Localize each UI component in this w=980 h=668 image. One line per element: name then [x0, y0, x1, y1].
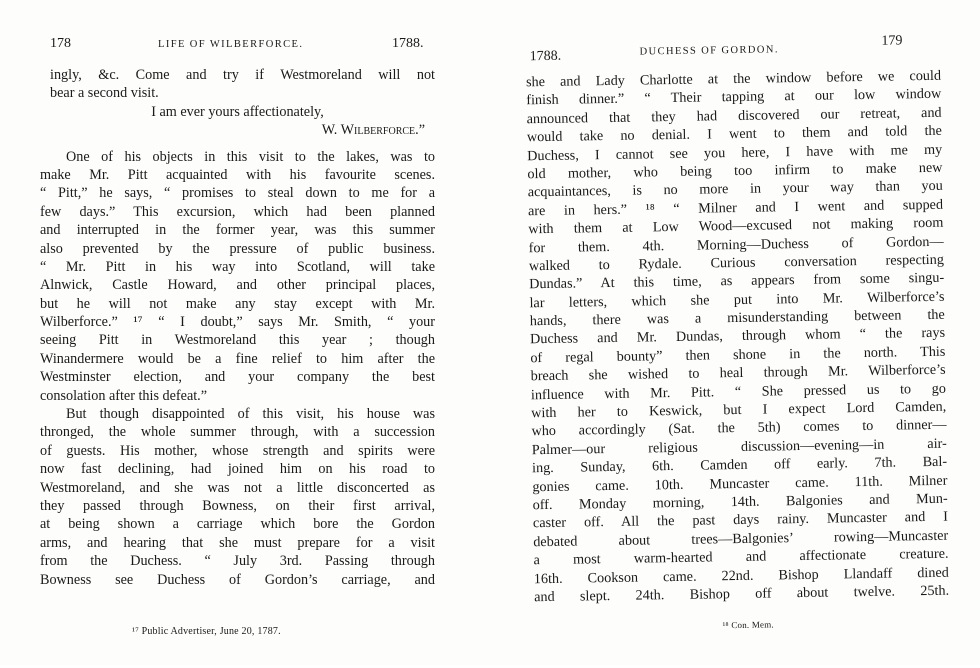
left-body-text	[40, 66, 435, 589]
right-running-head	[525, 33, 940, 65]
text-line: lar letters, which she put into Mr. Wilberforce’s	[529, 288, 945, 311]
text-line: debated about trees—Balgonies’ rowing—Muncaster	[533, 527, 949, 550]
text-line: they passed through Bowness, on their first arrival,	[40, 497, 435, 514]
text-line: Wilberforce.” ¹⁷ “ I doubt,” says Mr. Smith, “ your	[40, 314, 435, 331]
right-year: 1788.	[529, 48, 562, 65]
text-line: of regal bounty” then shone in the north. This	[530, 343, 946, 367]
text-line: Westminster election, and your company the best	[40, 369, 435, 386]
text-line: bear a second visit.	[50, 85, 159, 102]
text-line: gonies came. 10th. Muncaster came. 11th. Milner	[532, 472, 948, 495]
text-line: seeing Pitt in Westmoreland this year ; though	[40, 332, 435, 349]
text-line: also prevented by the pressure of public business.	[40, 240, 435, 257]
text-line: with them at Low Wood—excused not making room	[528, 214, 944, 238]
text-line: Westmoreland, and she was not a little disconcerted as	[40, 479, 435, 496]
text-line: off. Monday morning, 14th. Balgonies and Mun-	[532, 490, 948, 514]
text-line: with her to Keswick, but I expect Lord Camden,	[531, 398, 947, 422]
text-line: now fast declining, had joined him on his road to	[40, 461, 435, 478]
text-line: are in hers.” ¹⁸ “ Milner and I went and supped	[527, 196, 944, 220]
text-line: 16th. Cookson came. 22nd. Bishop Llandaff dined	[533, 564, 949, 587]
text-line: Bowness see Duchess of Gordon’s carriage, and	[40, 571, 435, 588]
text-line: arms, and hearing that she must prepare for a visit	[40, 534, 435, 551]
text-line: and interrupted in the former year, was this summer	[40, 222, 435, 239]
text-line: Palmer—our religious discussion—evening—in air-	[531, 435, 947, 459]
text-line: “ Pitt,” he says, “ promises to steal down to me for a	[40, 185, 435, 202]
left-footnote: ¹⁷ Public Advertiser, June 20, 1787.	[132, 626, 281, 637]
text-line: Alnwick, Castle Howard, and other principal places,	[40, 277, 435, 294]
left-running-head	[40, 36, 435, 56]
text-line: a most warm-hearted and affectionate creature.	[533, 545, 949, 569]
right-running-title: DUCHESS OF GORDON.	[639, 44, 779, 58]
text-line: ingly, &c. Come and try if Westmoreland will not	[50, 67, 435, 83]
text-line: acquaintances, is no more in your way than you	[527, 178, 943, 201]
left-page	[40, 0, 435, 665]
text-line: old mother, who being too infirm to make new	[527, 159, 943, 183]
right-page-number: 179	[881, 33, 903, 49]
text-line: “ Mr. Pitt in his way into Scotland, will take	[40, 258, 435, 275]
text-line: One of his objects in this visit to the lakes, was to	[66, 148, 435, 165]
text-line: But though disappointed of this visit, his house was	[66, 406, 435, 423]
text-line: ing. Sunday, 6th. Camden off early. 7th. Bal-	[531, 453, 948, 477]
text-line: she and Lady Charlotte at the window before we could	[525, 67, 942, 91]
right-page	[525, 0, 950, 668]
left-page-number: 178	[50, 36, 71, 51]
text-line: but he will not make any stay except with Mr.	[40, 295, 435, 312]
text-line: Duchess, I cannot see you here, I have with me my	[527, 141, 943, 164]
text-line: hands, there was a misunderstanding between the	[529, 306, 945, 330]
right-footnote: ¹⁸ Con. Mem.	[722, 619, 774, 631]
text-line: finish dinner.” “ Their tapping at our low window	[526, 86, 942, 109]
text-line: walked to Rydale. Curious conversation respecting	[528, 251, 945, 275]
text-line: Winandermere would be a fine relief to him after the	[40, 350, 435, 367]
text-line: and slept. 24th. Bishop off about twelve. 25th.	[534, 582, 950, 606]
text-line: for them. 4th. Morning—Duchess of Gordon—	[528, 233, 944, 256]
text-line: Duchess and Mr. Dundas, through whom “ the rays	[529, 325, 946, 348]
right-body-text	[526, 67, 949, 607]
text-line: of guests. His mother, whose strength and spirits were	[40, 442, 435, 459]
text-line: breach she wished to heal through Mr. Wilberforce’s	[530, 361, 946, 385]
text-line: consolation after this defeat.”	[40, 387, 208, 404]
text-line: few days.” This excursion, which had been planned	[40, 203, 435, 220]
signature-line: W. Wilberforce.”	[321, 122, 425, 139]
text-line: make Mr. Pitt acquainted with his favourite scenes.	[40, 166, 435, 183]
text-line: I am ever yours affectionately,	[151, 103, 324, 120]
left-year: 1788.	[392, 36, 424, 51]
text-line: from the Duchess. “ July 3rd. Passing through	[40, 553, 435, 570]
text-line: who accordingly (Sat. the 5th) comes to dinner—	[531, 417, 947, 440]
text-line: Dundas.” At this time, as appears from some singu-	[529, 270, 945, 293]
text-line: thronged, the whole summer through, with a succession	[40, 424, 435, 441]
text-line: at being shown a carriage which bore the Gordon	[40, 516, 435, 533]
text-line: caster off. All the past days rainy. Muncaster and I	[532, 509, 949, 532]
text-line: announced that they had discovered our retreat, and	[526, 104, 942, 128]
text-line: influence with Mr. Pitt. “ She pressed us to go	[530, 380, 947, 403]
left-running-title: LIFE OF WILBERFORCE.	[158, 39, 304, 50]
text-line: would take no denial. I went to them and told the	[526, 122, 942, 146]
